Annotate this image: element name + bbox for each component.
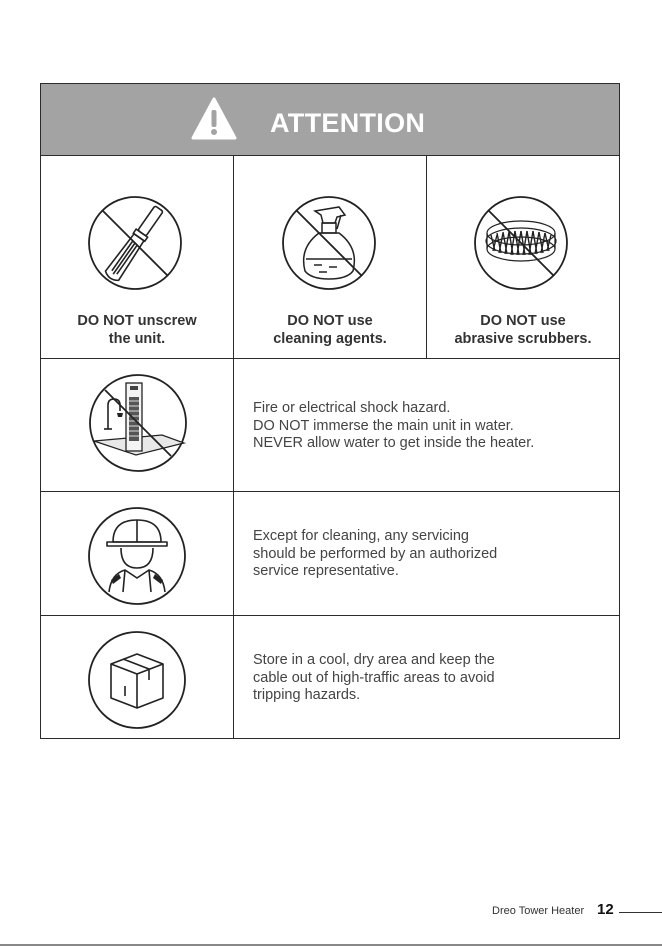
storage-box-icon bbox=[85, 628, 189, 732]
prohibition-caption: DO NOT use cleaning agents. bbox=[273, 313, 387, 347]
attention-title: ATTENTION bbox=[270, 108, 426, 138]
warning-text: Except for cleaning, any servicing should be performed by an authorized service representative. bbox=[253, 528, 498, 579]
warning-triangle-icon bbox=[191, 97, 237, 141]
prohibition-caption: DO NOT unscrew the unit. bbox=[77, 313, 197, 347]
no-water-heater-icon bbox=[86, 371, 190, 475]
attention-header bbox=[41, 84, 619, 156]
warning-row bbox=[41, 616, 619, 738]
warning-text: Store in a cool, dry area and keep the cable out of high-traffic areas to avoid tripping hazards. bbox=[253, 652, 495, 703]
footer-rule bbox=[619, 912, 662, 913]
warning-row bbox=[41, 492, 619, 616]
page-number: 12 bbox=[597, 901, 614, 918]
prohibition-row bbox=[41, 155, 619, 359]
warning-row bbox=[41, 359, 619, 492]
prohibition-caption: DO NOT use abrasive scrubbers. bbox=[454, 313, 592, 347]
no-scrubber-icon bbox=[471, 193, 571, 293]
attention-box bbox=[40, 83, 620, 739]
no-screwdriver-icon bbox=[85, 193, 185, 293]
warning-text: Fire or electrical shock hazard. DO NOT immerse the main unit in water. NEVER allow water to get inside the heater. bbox=[253, 400, 535, 451]
footer-product-name: Dreo Tower Heater bbox=[492, 905, 585, 917]
service-technician-icon bbox=[85, 504, 189, 608]
no-spray-bottle-icon bbox=[279, 193, 379, 293]
